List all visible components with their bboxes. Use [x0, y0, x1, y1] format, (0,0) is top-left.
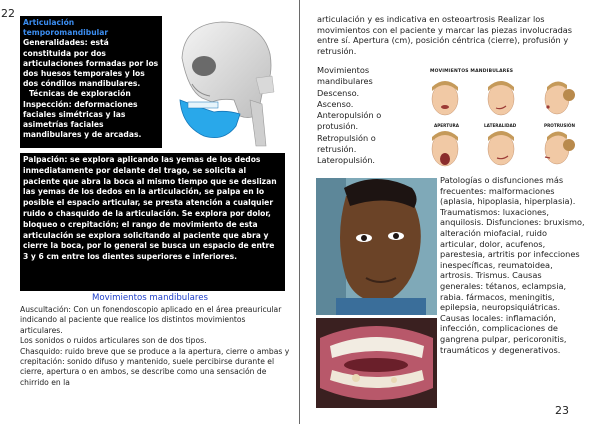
- sonidos-text: Los sonidos o ruidos articulares son de dos tipos.: [20, 336, 207, 346]
- skull-jaw-illustration: [162, 18, 280, 150]
- face-label-apertura: APERTURA: [434, 123, 459, 128]
- page-number-left: 22: [1, 7, 15, 20]
- generalidades-text: Generalidades: está constituida por dos articulaciones formadas por los dos huesos temporales y los dos cóndilos mandibulares.: [23, 38, 159, 89]
- left-body-text: [20, 305, 290, 388]
- palpacion-box: [20, 153, 285, 291]
- patologias-text: Patologías o disfunciones más frecuentes: malformaciones (aplasia, hipoplasia, hiperplasia). Traumatismos: luxaciones, anquilosis. Disfunciones: bruxismo, alteración miofacial, ruido articular, dolor, acufenos, parestesia, artritis por infecciones inespecíficas, reumatoidea, artrosis. Trismus. Causas generales: tétanos, eclampsia, rabia. fármacos, meningitis, epilepsia, neuropsiquiátricas. Causas locales: inflamación, infección, complicaciones de gangrena pulpar, pericoronitis, traumáticos y degenerativos.: [440, 175, 585, 355]
- inspeccion-text: Inspección: deformaciones faciales simétricas y las asimetrías faciales mandibulares y de arcadas.: [23, 99, 142, 140]
- faces-title: MOVIMIENTOS MANDIBULARES: [430, 69, 514, 74]
- movement-item: Movimientos mandibulares: [317, 65, 373, 87]
- auscultacion-text: Auscultación: Con un fonendoscopio aplicado en el área preauricular indicando al paciente que realice los distintos movimientos articulares.: [20, 305, 282, 335]
- face-label-protrusion: PROTRUSIÓN: [544, 123, 575, 128]
- tecnicas-heading: Técnicas de exploración: [29, 89, 131, 99]
- movement-item: Descenso.: [317, 87, 360, 98]
- movement-item: Retropulsión o retrusión.: [317, 132, 376, 155]
- box-title: Articulación temporomandibular: [23, 18, 109, 38]
- right-intro-text: articulación y es indicativa en osteoartrosis Realizar los movimientos con el paciente y marcar las piezas involucradas entre sí. Apertura (cm), posición céntrica (cierre), profusión y retrusión.: [317, 14, 573, 56]
- page-number-right: 23: [555, 404, 569, 417]
- movement-item: Lateropulsión.: [317, 155, 376, 166]
- movement-item: Anteropulsión o protusión.: [317, 110, 382, 132]
- movements-list: [317, 65, 407, 167]
- palpacion-text: Palpación: se explora aplicando las yemas de los dedos inmediatamente por delante del trago, se solicita al paciente que abra la boca al mismo tiempo que se deslizan las yemas de los dedos en la articulación, se palpa en lo posible el espacio articular, se presta atención a cualquier ruido o chasquido de la articulación. Se explora por dolor, bloqueo o crepitación; el rango de movimiento de esta articulación se explora solicitando al paciente que abra y cierre la boca, por lo general se busca un espacio de entre 3 y 6 cm entre los dientes superiores e inferiores.: [23, 155, 277, 262]
- patient-photo: [316, 178, 437, 315]
- right-page: [300, 0, 600, 424]
- mouth-lesion-photo: [316, 318, 437, 408]
- movement-item: Ascenso.: [317, 98, 354, 109]
- section-title: Movimientos mandibulares: [91, 293, 209, 303]
- tmj-intro-box: [20, 16, 162, 148]
- face-label-lateralidad: LATERALIDAD: [484, 123, 517, 128]
- chasquido-text: Chasquido: ruido breve que se produce a la apertura, cierre o ambas y crepitación: sonido difuso y mantenido, suele percibirse durante el cierre, apertura o en ambos, se describe como una sensación de chirrido en la: [20, 346, 290, 387]
